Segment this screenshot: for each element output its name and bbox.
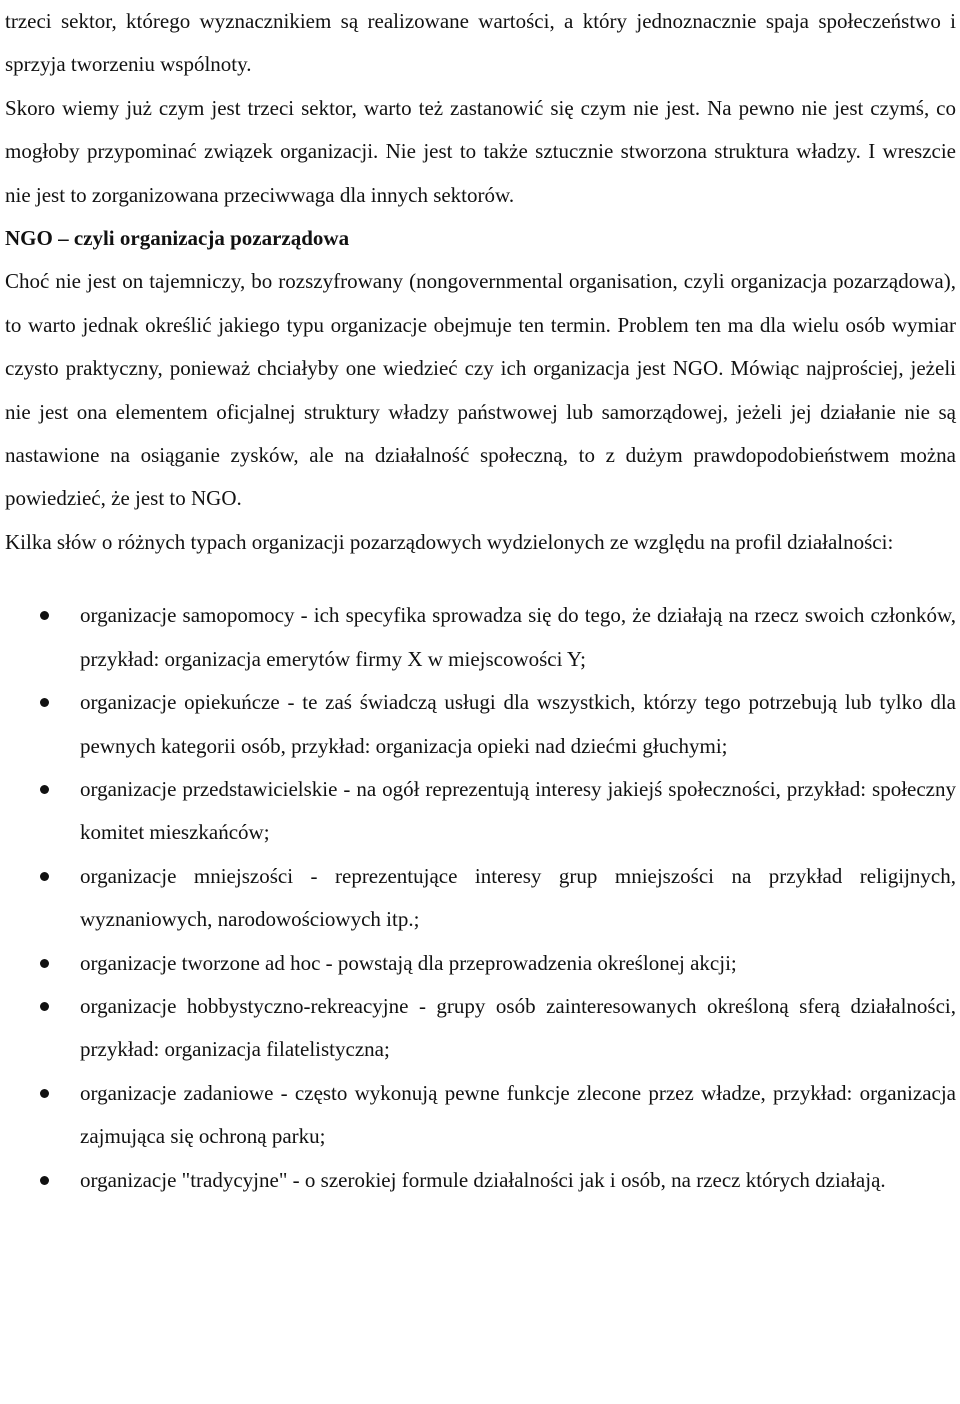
list-item xyxy=(5,1159,956,1202)
list-item xyxy=(5,594,956,681)
organization-types-list xyxy=(5,594,956,1202)
list-item-text: organizacje samopomocy - ich specyfika sprowadza się do tego, że działają na rzecz swoich członków, przykład: organizacja emerytów firmy X w miejscowości Y; xyxy=(80,603,956,671)
list-item xyxy=(5,942,956,985)
list-item xyxy=(5,985,956,1072)
list-item-text: organizacje "tradycyjne" - o szerokiej formule działalności jak i osób, na rzecz których działają. xyxy=(80,1167,886,1192)
list-item xyxy=(5,681,956,768)
list-item-text: organizacje hobbystyczno-rekreacyjne - grupy osób zainteresowanych określoną sferą działalności, przykład: organizacja filatelistyczna; xyxy=(80,993,956,1062)
spacer xyxy=(5,564,956,594)
list-item-text: organizacje zadaniowe - często wykonują pewne funkcje zlecone przez władze, przykład: organizacja zajmująca się ochroną parku; xyxy=(80,1080,956,1149)
paragraph-types-intro: Kilka słów o różnych typach organizacji pozarządowych wydzielonych ze względu na profil działalności: xyxy=(5,529,894,554)
list-item-text: organizacje przedstawicielskie - na ogół reprezentują interesy jakiejś społeczności, przykład: społeczny komitet mieszkańców; xyxy=(80,776,956,845)
bullet-icon xyxy=(40,959,49,968)
paragraph-ngo: Choć nie jest on tajemniczy, bo rozszyfrowany (nongovernmental organisation, czyli organizacja pozarządowa), to warto jednak określić jakiego typu organizacje obejmuje ten termin. Problem ten ma dla wielu osób wymiar czysto praktyczny, ponieważ chciałyby one wiedzieć czy ich organizacja jest NGO. Mówiąc najprościej, jeżeli nie jest ona elementem oficjalnej struktury władzy państwowej lub samorządowej, jeżeli jej działanie nie są nastawione na osiąganie zysków, ale na działalność społeczną, to z dużym prawdopodobieństwem można powiedzieć, że jest to NGO. xyxy=(5,269,956,511)
bullet-icon xyxy=(40,611,49,620)
paragraph-intro-2: Skoro wiemy już czym jest trzeci sektor, warto też zastanowić się czym nie jest. Na pewno nie jest czymś, co mogłoby przypominać związek organizacji. Nie jest to także sztucznie stworzona struktura władzy. I wreszcie nie jest to zorganizowana przeciwwaga dla innych sektorów. xyxy=(5,95,956,207)
section-heading-ngo: NGO – czyli organizacja pozarządowa xyxy=(5,226,350,251)
list-item-text: organizacje opiekuńcze - te zaś świadczą usługi dla wszystkich, którzy tego potrzebują lub tylko dla pewnych kategorii osób, przykład: organizacja opieki nad dziećmi głuchymi; xyxy=(80,690,956,758)
bullet-icon xyxy=(40,1089,49,1098)
bullet-icon xyxy=(40,1002,49,1011)
bullet-icon xyxy=(40,872,49,881)
list-item xyxy=(5,768,956,855)
list-item xyxy=(5,1072,956,1159)
paragraph-intro-1: trzeci sektor, którego wyznacznikiem są realizowane wartości, a który jednoznacznie spaja społeczeństwo i sprzyja tworzeniu wspólnoty. xyxy=(5,9,956,77)
bullet-icon xyxy=(40,785,49,794)
bullet-icon xyxy=(40,1176,49,1185)
bullet-icon xyxy=(40,698,49,707)
list-item xyxy=(5,855,956,942)
list-item-text: organizacje mniejszości - reprezentujące interesy grup mniejszości na przykład religijnych, wyznaniowych, narodowościowych itp.; xyxy=(80,863,956,932)
list-item-text: organizacje tworzone ad hoc - powstają dla przeprowadzenia określonej akcji; xyxy=(80,950,737,975)
